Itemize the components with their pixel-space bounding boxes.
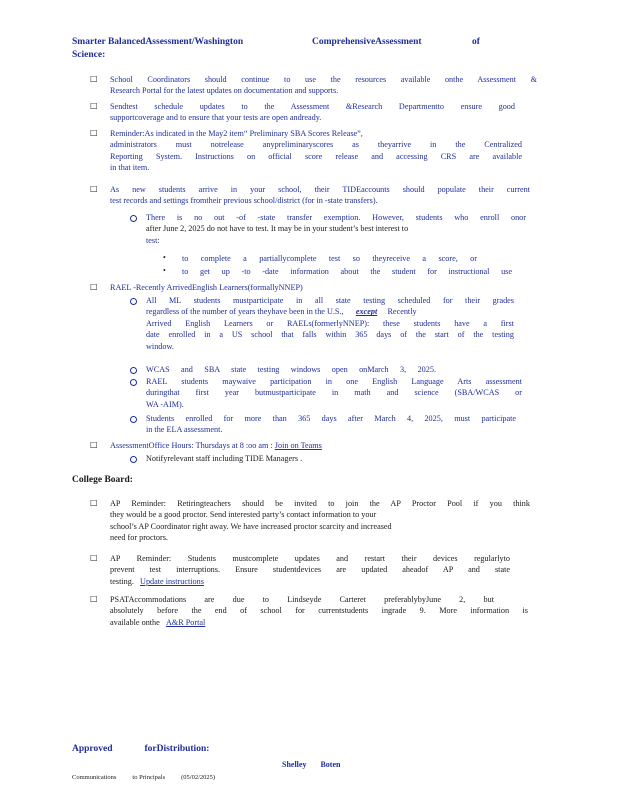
bullet-marker: □ bbox=[90, 101, 98, 110]
bullet-line: There is no out -of -state transfer exemption. However, students who enroll onor bbox=[146, 213, 526, 222]
bullet-line: absolutely before the end of school for currentstudents ingrade 9. More information is bbox=[110, 606, 528, 616]
bullet-send-test-schedule bbox=[110, 101, 515, 124]
page-title bbox=[72, 36, 542, 62]
title-part-1: Smarter BalancedAssessment/Washington bbox=[72, 37, 244, 47]
sub-bullet-circle bbox=[130, 456, 137, 463]
bullet-line: in that item. bbox=[110, 163, 150, 173]
emphasis-except: except bbox=[355, 307, 378, 317]
dot-marker: • bbox=[163, 253, 166, 262]
bullet-line-part: testing. bbox=[110, 576, 134, 586]
bullet-marker: □ bbox=[90, 184, 98, 193]
bullet-new-students bbox=[110, 184, 530, 207]
dot-marker: • bbox=[163, 266, 166, 275]
approver-first-name: Shelley bbox=[282, 760, 307, 769]
bullet-line: AP Reminder: Retiringteachers should be invited to join the AP Proctor Pool if you think bbox=[110, 499, 530, 508]
bullet-line: school’s AP Coordinator right away. We have increased proctor scarcity and increased bbox=[110, 521, 392, 531]
bullet-ap-proctor-pool bbox=[110, 498, 530, 544]
bullet-line: in the ELA assessment. bbox=[146, 425, 223, 435]
bullet-marker: □ bbox=[90, 74, 98, 83]
dot-item-complete-test bbox=[182, 253, 477, 264]
bullet-line: WA -AIM). bbox=[146, 399, 184, 409]
sub-bullet-circle bbox=[130, 298, 137, 305]
bullet-line: Reporting System. Instructions on official score release and accessing CRS are available bbox=[110, 151, 522, 161]
bullet-line: administrators must notrelease anypreliminaryscores as theyarrive in the Centralized bbox=[110, 140, 522, 150]
footer-note bbox=[72, 774, 215, 781]
footer-note-principals: to Principals bbox=[132, 774, 166, 781]
sub-bullet-circle bbox=[130, 367, 137, 374]
bullet-line-part: regardless of the number of years theyhave been in the U.S., bbox=[146, 307, 344, 317]
bullet-line: Notifyrelevant staff including TIDE Managers . bbox=[146, 454, 303, 463]
bullet-office-hours bbox=[110, 440, 440, 451]
bullet-line: RAEL -Recently ArrivedEnglish Learners(formallyNNEP) bbox=[110, 283, 303, 292]
bullet-line: Students enrolled for more than 365 days after March 4, 2025, must participate bbox=[146, 414, 516, 423]
bullet-line: AP Reminder: Students mustcomplete updates and restart their devices regularlyto bbox=[110, 554, 510, 563]
bullet-line: test: bbox=[146, 235, 160, 245]
sub-bullet-rael-waive bbox=[146, 376, 522, 410]
ar-portal-link[interactable]: A&R Portal bbox=[165, 617, 206, 627]
bullet-line: date enrolled in a US school that falls within 365 days of the start of the testing bbox=[146, 330, 514, 340]
bullet-rael-heading bbox=[110, 282, 430, 293]
bullet-line-part: available onthe bbox=[110, 617, 160, 627]
bullet-marker: □ bbox=[90, 282, 98, 291]
sub-bullet-circle bbox=[130, 416, 137, 423]
approved-label: Approved bbox=[72, 744, 113, 754]
bullet-line: School Coordinators should continue to use the resources available onthe Assessment & bbox=[110, 75, 537, 84]
sub-bullet-notify-staff bbox=[146, 453, 386, 464]
bullet-line: prevent test interruptions. Ensure studentdevices are updated aheadof AP and state bbox=[110, 565, 510, 575]
sub-bullet-all-ml-students bbox=[146, 295, 514, 352]
bullet-line: window. bbox=[146, 341, 174, 351]
join-on-teams-link[interactable]: Join on Teams bbox=[274, 441, 322, 450]
bullet-marker: □ bbox=[90, 128, 98, 137]
bullet-line: they would be a good proctor. Send interested party’s contact information to your bbox=[110, 510, 377, 520]
bullet-line: As new students arrive in your school, their TIDEaccounts should populate their current bbox=[110, 185, 530, 194]
bullet-line: PSATAccommodations are due to Lindseyde Carteret preferablybyJune 2, but bbox=[110, 595, 494, 604]
footer-note-date: (05/02/2025) bbox=[181, 774, 216, 781]
approved-for-distribution bbox=[72, 744, 209, 754]
bullet-line: Reminder:As indicated in the May2 item“ Preliminary SBA Scores Release”, bbox=[110, 129, 363, 138]
bullet-school-coordinators bbox=[110, 74, 537, 97]
bullet-line: RAEL students maywaive participation in one English Language Arts assessment bbox=[146, 377, 522, 386]
bullet-line: All ML students mustparticipate in all state testing scheduled for their grades bbox=[146, 296, 514, 305]
for-distribution-label: forDistribution: bbox=[144, 744, 210, 754]
college-board-heading: College Board: bbox=[72, 475, 133, 485]
bullet-ap-device-updates bbox=[110, 553, 510, 587]
dot-item-up-to-date-info bbox=[182, 266, 512, 277]
sub-bullet-circle bbox=[130, 379, 137, 386]
bullet-line-part: Recently bbox=[387, 307, 417, 317]
bullet-marker: □ bbox=[90, 553, 98, 562]
bullet-line: supportcoverage and to ensure that your tests are open andready. bbox=[110, 113, 322, 123]
bullet-marker: □ bbox=[90, 440, 98, 449]
bullet-marker: □ bbox=[90, 594, 98, 603]
sub-bullet-testing-windows bbox=[146, 364, 436, 375]
bullet-line: duringthat first year butmustparticipate in math and science (SBA/WCAS or bbox=[146, 388, 522, 398]
bullet-reminder-scores bbox=[110, 128, 522, 174]
sub-bullet-circle bbox=[130, 215, 137, 222]
update-instructions-link[interactable]: Update instructions bbox=[140, 576, 204, 586]
bullet-line: Sendtest schedule updates to the Assessment &Research Departmentto ensure good bbox=[110, 102, 515, 111]
bullet-line: to complete a partiallycomplete test so theyreceive a score, or bbox=[182, 254, 477, 263]
bullet-line: Arrived English Learners or RAELs(formerlyNNEP): these students have a first bbox=[146, 318, 514, 328]
bullet-line: to get up -to -date information about the student for instructional use bbox=[182, 267, 512, 276]
title-part-4: Science: bbox=[72, 50, 106, 60]
bullet-marker: □ bbox=[90, 498, 98, 507]
office-hours-text: AssessmentOffice Hours: Thursdays at 8 :oo am : bbox=[110, 441, 273, 450]
sub-bullet-365-days bbox=[146, 413, 516, 436]
title-part-2: ComprehensiveAssessment bbox=[312, 37, 422, 47]
bullet-line: WCAS and SBA state testing windows open onMarch 3, 2025. bbox=[146, 365, 436, 374]
bullet-psat-accommodations bbox=[110, 594, 528, 628]
sub-bullet-transfer-exemption bbox=[146, 212, 526, 246]
bullet-line: need for proctors. bbox=[110, 533, 168, 543]
approver-name bbox=[282, 760, 340, 769]
bullet-line: after June 2, 2025 do not have to test. It may be in your student’s best interest to bbox=[146, 224, 409, 234]
bullet-line: Research Portal for the latest updates on documentation and supports. bbox=[110, 86, 339, 96]
bullet-line: test records and settings fromtheir previous school/district (for in -state transfers). bbox=[110, 196, 378, 206]
title-part-3: of bbox=[472, 37, 480, 47]
approver-last-name: Boten bbox=[320, 760, 341, 769]
footer-note-communications: Communications bbox=[72, 774, 117, 781]
